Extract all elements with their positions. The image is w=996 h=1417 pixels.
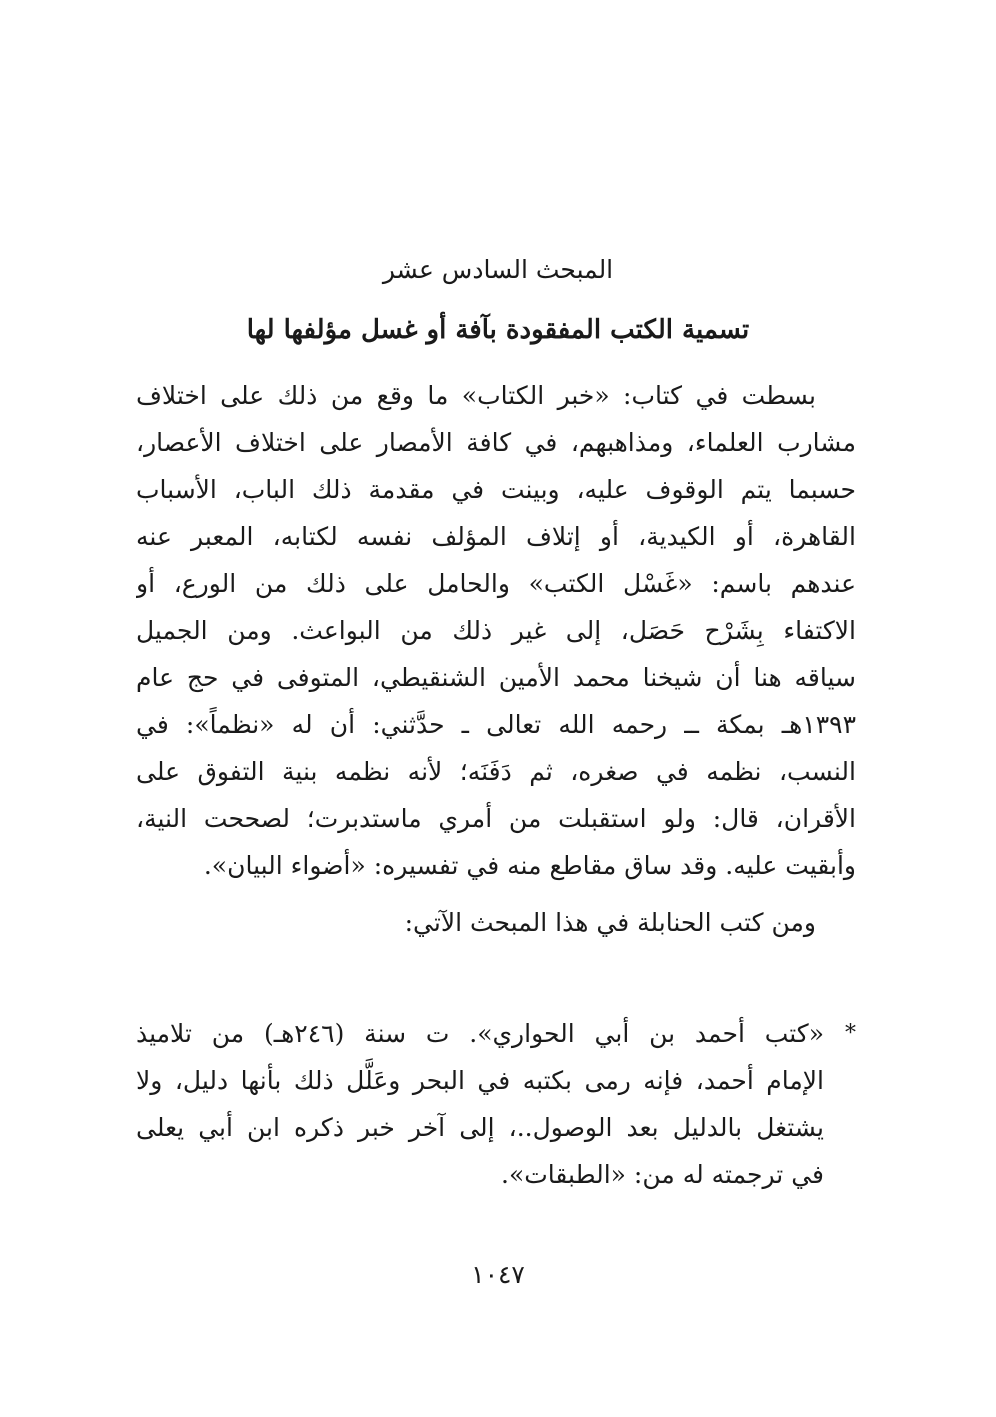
bullet-line: في ترجمته له من: «الطبقات». (501, 1160, 824, 1189)
bullet-line: الإمام أحمد، فإنه رمى بكتبه في البحر وعَلَّل ذلك بأنها دليل، ولا (136, 1066, 824, 1095)
paragraph-line: حسبما يتم الوقوف عليه، وبينت في مقدمة ذلك الباب، الأسباب (136, 475, 856, 504)
main-paragraph (136, 372, 856, 889)
list-intro: ومن كتب الحنابلة في هذا المبحث الآتي: (404, 908, 816, 937)
page-number: ١٠٤٧ (471, 1260, 525, 1289)
chapter-title: تسمية الكتب المفقودة بآفة أو غسل مؤلفها لها (246, 315, 750, 345)
paragraph-line: سياقه هنا أن شيخنا محمد الأمين الشنقيطي، المتوفى في حج عام (136, 663, 856, 692)
paragraph-line: الأقران، قال: ولو استقبلت من أمري ماستدبرت؛ لصححت النية، (136, 804, 856, 833)
paragraph-line: ١٣٩٣هـ بمكة ــ رحمه الله تعالى ـ حدَّثني: أن له «نظماً»: في (136, 710, 856, 739)
body-text (136, 372, 856, 946)
paragraph-line: بسطت في كتاب: «خبر الكتاب» ما وقع من ذلك على اختلاف (136, 381, 816, 410)
bullet-line: يشتغل بالدليل بعد الوصول..، إلى آخر خبر ذكره ابن أبي يعلى (136, 1113, 824, 1142)
paragraph-line: عندهم باسم: «غَسْل الكتب» والحامل على ذلك من الورع، أو (136, 569, 856, 598)
paragraph-line: الاكتفاء بِشَرْح حَصَل، إلى غير ذلك من البواعث. ومن الجميل (136, 616, 856, 645)
bullet-list-item (136, 1010, 856, 1198)
bullet-text (136, 1010, 824, 1198)
paragraph-line: النسب، نظمه في صغره، ثم دَفَنَه؛ لأنه نظمه بنية التفوق على (136, 757, 856, 786)
paragraph-line: وأبقيت عليه. وقد ساق مقاطع منه في تفسيره: «أضواء البيان». (203, 851, 856, 880)
bullet-line: «كتب أحمد بن أبي الحواري». ت سنة (٢٤٦هـ) من تلاميذ (136, 1019, 824, 1048)
paragraph-line: القاهرة، أو الكيدية، أو إتلاف المؤلف نفسه لكتابه، المعبر عنه (136, 522, 856, 551)
section-label: المبحث السادس عشر (382, 255, 614, 284)
paragraph-line: مشارب العلماء، ومذاهبهم، في كافة الأمصار على اختلاف الأعصار، (136, 428, 856, 457)
asterisk-bullet-icon: * (845, 1021, 856, 1046)
